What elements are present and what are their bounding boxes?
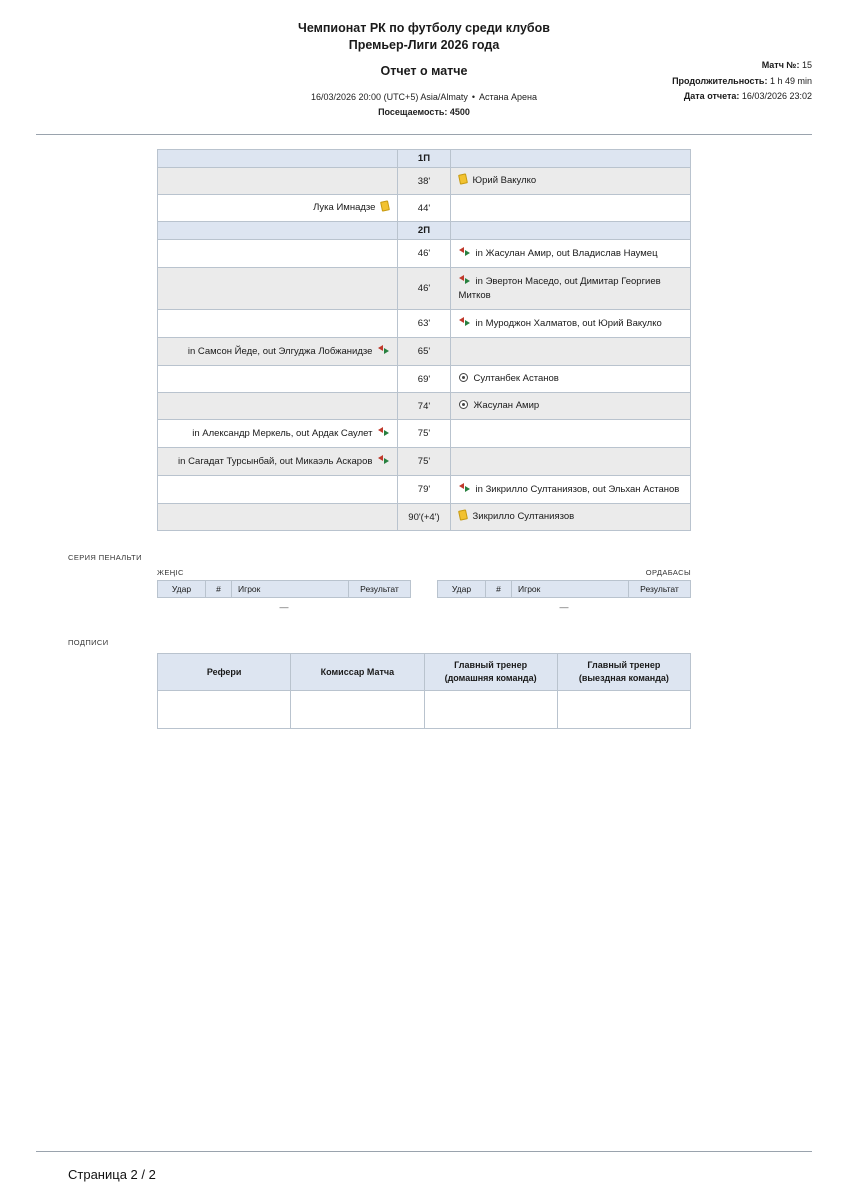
signature-header-line2: (выездная команда) bbox=[578, 673, 669, 683]
substitution-icon bbox=[459, 246, 470, 257]
signatures-table bbox=[157, 653, 691, 729]
event-minute-cell: 46' bbox=[398, 240, 450, 268]
signature-header-line1: Комиссар Матча bbox=[320, 666, 395, 677]
substitution-icon bbox=[459, 482, 470, 493]
signatures-head bbox=[158, 654, 691, 691]
event-away-cell bbox=[450, 504, 690, 531]
event-away-cell bbox=[450, 168, 690, 195]
event-home-cell bbox=[158, 240, 398, 268]
penalty-col-number: # bbox=[486, 581, 512, 598]
signature-column-header bbox=[424, 654, 557, 691]
event-away-cell bbox=[450, 195, 690, 222]
event-home-cell bbox=[158, 448, 398, 476]
period-row bbox=[158, 222, 691, 240]
event-home-cell bbox=[158, 168, 398, 195]
penalty-col-player: Игрок bbox=[232, 581, 349, 598]
event-row bbox=[158, 195, 691, 222]
penalty-away-side bbox=[437, 568, 691, 612]
event-row bbox=[158, 504, 691, 531]
penalty-col-result: Результат bbox=[629, 581, 691, 598]
event-minute-cell: 44' bbox=[398, 195, 450, 222]
event-home-text: Лука Имнадзе bbox=[313, 202, 376, 213]
event-away-text: in Эвертон Маседо, out Димитар Георгиев Митков bbox=[458, 276, 661, 301]
signature-header-line2: (домашняя команда) bbox=[444, 673, 537, 683]
event-home-cell bbox=[158, 420, 398, 448]
period-spacer-left bbox=[158, 150, 398, 168]
event-row bbox=[158, 366, 691, 393]
duration-value: 1 h 49 min bbox=[769, 75, 812, 86]
period-label: 1П bbox=[398, 150, 450, 168]
event-row bbox=[158, 420, 691, 448]
event-away-text: Зикрилло Султаниязов bbox=[472, 511, 575, 522]
event-home-cell bbox=[158, 268, 398, 310]
event-row bbox=[158, 476, 691, 504]
penalty-home-empty: — bbox=[279, 602, 289, 612]
duration-label: Продолжительность: bbox=[672, 75, 768, 86]
substitution-icon bbox=[459, 274, 470, 285]
penalty-col-shot: Удар bbox=[438, 581, 486, 598]
report-date-label: Дата отчета: bbox=[683, 91, 740, 101]
penalty-section-label: СЕРИЯ ПЕНАЛЬТИ bbox=[68, 553, 142, 562]
event-minute-cell: 65' bbox=[398, 338, 450, 366]
event-minute-cell: 69' bbox=[398, 366, 450, 393]
event-home-text: in Сагадат Турсынбай, out Микаэль Аскаров bbox=[178, 456, 373, 467]
period-row bbox=[158, 150, 691, 168]
event-row bbox=[158, 268, 691, 310]
signatures-section-label: ПОДПИСИ bbox=[68, 638, 109, 647]
penalty-home-table bbox=[157, 580, 411, 598]
penalty-col-result: Результат bbox=[349, 581, 411, 598]
footer-divider bbox=[36, 1151, 812, 1152]
substitution-icon bbox=[378, 454, 389, 465]
attendance-value: 4500 bbox=[449, 107, 470, 117]
event-away-cell bbox=[450, 476, 690, 504]
match-meta-right bbox=[672, 58, 812, 105]
penalty-home-team: ЖЕҢІС bbox=[157, 568, 184, 577]
match-events-body bbox=[158, 150, 691, 531]
substitution-icon bbox=[378, 344, 389, 355]
event-row bbox=[158, 448, 691, 476]
event-away-text: Жасулан Амир bbox=[473, 400, 540, 411]
match-events-table bbox=[157, 149, 691, 531]
goal-icon bbox=[459, 400, 468, 409]
event-row bbox=[158, 310, 691, 338]
period-spacer-left bbox=[158, 222, 398, 240]
event-away-text: in Зикрилло Султаниязов, out Эльхан Астанов bbox=[475, 484, 680, 495]
event-home-cell bbox=[158, 366, 398, 393]
yellow-card-icon bbox=[380, 200, 390, 211]
period-label: 2П bbox=[398, 222, 450, 240]
match-number-value: 15 bbox=[801, 60, 812, 70]
event-away-text: Юрий Вакулко bbox=[472, 175, 537, 186]
signature-header-line1: Рефери bbox=[206, 666, 242, 677]
substitution-icon bbox=[459, 316, 470, 327]
event-home-text: in Самсон Йеде, out Элгуджа Лобжанидзе bbox=[187, 346, 373, 357]
attendance-label: Посещаемость: bbox=[378, 107, 448, 117]
signatures-header-row bbox=[158, 654, 691, 691]
event-away-cell bbox=[450, 420, 690, 448]
signature-column-header bbox=[291, 654, 424, 691]
penalty-col-shot: Удар bbox=[158, 581, 206, 598]
event-home-cell bbox=[158, 476, 398, 504]
event-away-cell bbox=[450, 366, 690, 393]
competition-title-line2: Премьер-Лиги 2026 года bbox=[348, 38, 500, 52]
period-spacer-right bbox=[450, 222, 690, 240]
event-minute-cell: 46' bbox=[398, 268, 450, 310]
match-number-label: Матч №: bbox=[761, 60, 800, 70]
event-home-cell bbox=[158, 310, 398, 338]
event-minute-cell: 75' bbox=[398, 420, 450, 448]
event-minute-cell: 74' bbox=[398, 393, 450, 420]
substitution-icon bbox=[378, 426, 389, 437]
signature-cell[interactable] bbox=[158, 691, 291, 729]
event-minute-cell: 75' bbox=[398, 448, 450, 476]
event-minute-cell: 90'(+4') bbox=[398, 504, 450, 531]
signatures-body bbox=[158, 691, 691, 729]
match-datetime: 16/03/2026 20:00 (UTC+5) Asia/Almaty bbox=[311, 92, 468, 102]
signature-header-line1: Главный тренер bbox=[454, 660, 528, 670]
penalty-tables bbox=[157, 568, 691, 612]
event-home-cell bbox=[158, 338, 398, 366]
match-venue: Астана Арена bbox=[479, 92, 537, 102]
event-away-text: in Жасулан Амир, out Владислав Наумец bbox=[475, 248, 658, 259]
penalty-home-side bbox=[157, 568, 411, 612]
event-minute-cell: 38' bbox=[398, 168, 450, 195]
event-row bbox=[158, 240, 691, 268]
event-minute-cell: 63' bbox=[398, 310, 450, 338]
event-away-cell bbox=[450, 393, 690, 420]
signature-column-header bbox=[158, 654, 291, 691]
goal-icon bbox=[459, 373, 468, 382]
meta-separator: • bbox=[471, 92, 475, 102]
event-home-cell bbox=[158, 504, 398, 531]
signature-header-line1: Главный тренер bbox=[587, 660, 661, 670]
event-home-text: in Александр Меркель, out Ардак Саулет bbox=[192, 428, 373, 439]
signature-cell[interactable] bbox=[424, 691, 557, 729]
event-row bbox=[158, 393, 691, 420]
event-away-cell bbox=[450, 240, 690, 268]
signature-cell[interactable] bbox=[291, 691, 424, 729]
signature-column-header bbox=[557, 654, 690, 691]
signature-cell[interactable] bbox=[557, 691, 690, 729]
event-minute-cell: 79' bbox=[398, 476, 450, 504]
yellow-card-icon bbox=[458, 173, 468, 184]
event-home-cell bbox=[158, 195, 398, 222]
period-spacer-right bbox=[450, 150, 690, 168]
event-home-cell bbox=[158, 393, 398, 420]
event-away-cell bbox=[450, 448, 690, 476]
event-away-text: in Муроджон Халматов, out Юрий Вакулко bbox=[475, 318, 662, 329]
event-away-cell bbox=[450, 310, 690, 338]
event-row bbox=[158, 168, 691, 195]
event-row bbox=[158, 338, 691, 366]
penalty-col-player: Игрок bbox=[512, 581, 629, 598]
report-subtitle: Отчет о матче bbox=[380, 64, 468, 78]
yellow-card-icon bbox=[458, 509, 468, 520]
event-away-cell bbox=[450, 268, 690, 310]
signatures-input-row bbox=[158, 691, 691, 729]
penalty-away-team: ОРДАБАСЫ bbox=[645, 568, 691, 577]
penalty-away-table bbox=[437, 580, 691, 598]
penalty-col-number: # bbox=[206, 581, 232, 598]
event-away-text: Султанбек Астанов bbox=[473, 373, 559, 384]
penalty-away-empty: — bbox=[559, 602, 569, 612]
page-number: Страница 2 / 2 bbox=[68, 1167, 156, 1182]
event-away-cell bbox=[450, 338, 690, 366]
competition-title-line1: Чемпионат РК по футболу среди клубов bbox=[298, 21, 550, 35]
header-divider bbox=[36, 134, 812, 135]
report-date-value: 16/03/2026 23:02 bbox=[741, 91, 812, 101]
